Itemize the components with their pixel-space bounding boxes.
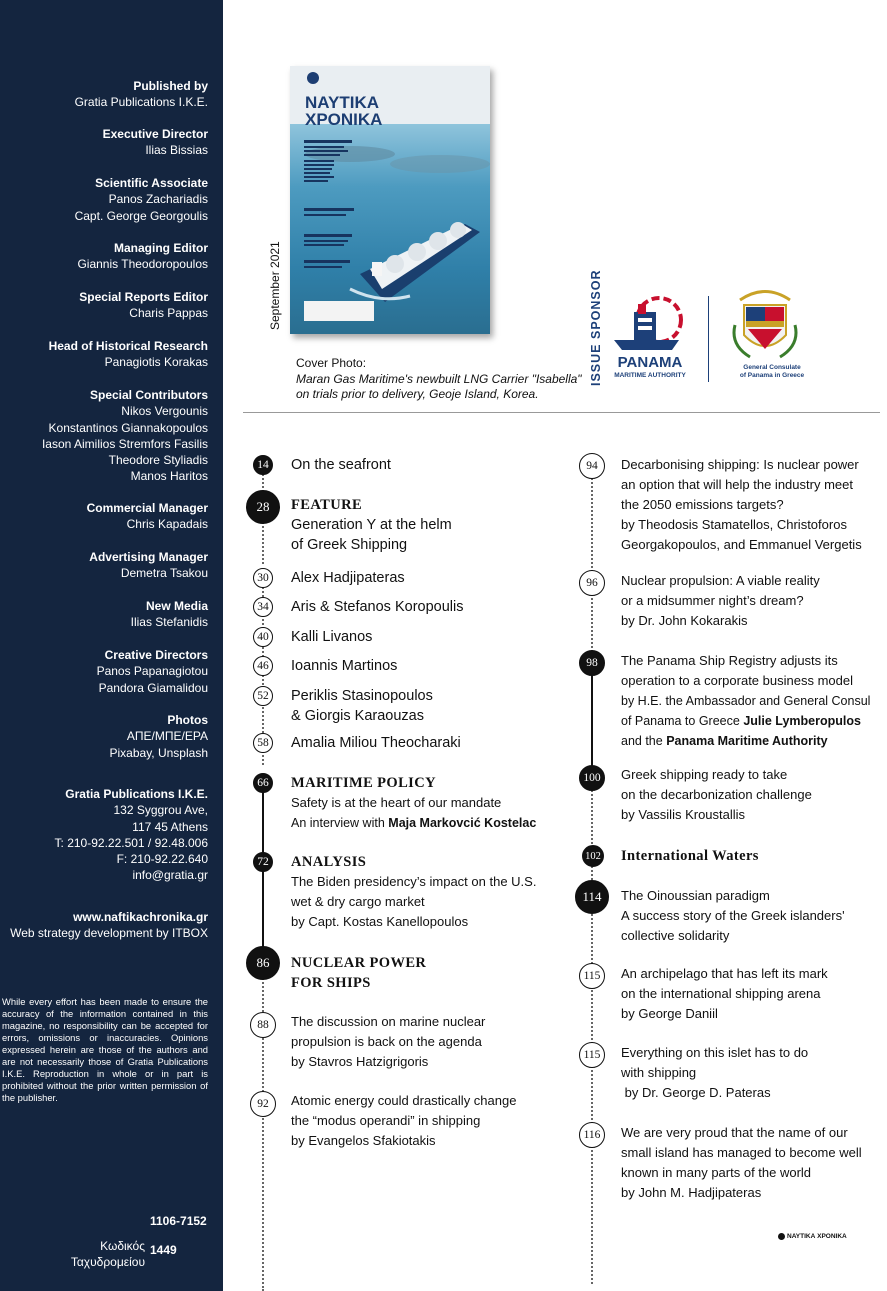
page-number-badge: 30 <box>253 568 273 588</box>
page-number-badge: 52 <box>253 686 273 706</box>
toc-section-heading: ANALYSIS <box>291 854 367 870</box>
email-link[interactable]: info@gratia.gr <box>132 868 208 883</box>
masthead-line: Capt. George Georgoulis <box>74 208 208 223</box>
masthead-line: Panos Papanagiotou <box>96 664 208 679</box>
toc-title: operation to a corporate business model <box>621 673 853 688</box>
toc-section-heading: MARITIME POLICY <box>291 775 436 791</box>
page-number-badge: 96 <box>579 570 605 596</box>
masthead-advertising-manager <box>89 549 208 582</box>
toc-author: Georgakopoulos, <box>621 537 721 552</box>
toc-author: Capt. Kostas Kanellopoulos <box>308 914 469 929</box>
toc-author: Dr. John Kokarakis <box>638 613 748 628</box>
toc-title: & Giorgis Karaouzas <box>291 708 424 724</box>
masthead-title: Advertising Manager <box>89 550 208 564</box>
toc-entry[interactable] <box>291 656 397 676</box>
toc-by: of Panama to Greece <box>621 714 740 728</box>
toc-entry[interactable] <box>291 455 391 475</box>
masthead-scientific-associate <box>75 175 208 224</box>
toc-title: On the seafront <box>291 457 391 473</box>
toc-entry[interactable] <box>291 1091 516 1151</box>
toc-author: George Daniil <box>638 1006 718 1021</box>
toc-author: Emmanuel Vergetis <box>748 537 862 552</box>
toc-section-heading: NUCLEAR POWER <box>291 955 427 971</box>
toc-author: Vassilis Kroustallis <box>638 807 746 822</box>
caption-line: Maran Gas Maritime's newbuilt LNG Carrier "Isabella" <box>296 371 582 386</box>
issn-number: 1106-7152 <box>150 1214 207 1228</box>
masthead-line: Iason Aimilios Stremfors Fasilis <box>41 436 208 451</box>
toc-author: Evangelos Sfakiotakis <box>308 1133 436 1148</box>
toc-title: small island has managed to become well <box>621 1145 862 1160</box>
page-number-badge: 34 <box>253 597 273 617</box>
toc-entry[interactable] <box>621 651 870 751</box>
toc-author: Panama Maritime Authority <box>666 734 828 748</box>
toc-title: propulsion is back on the agenda <box>291 1034 482 1049</box>
page-number-badge: 28 <box>246 490 280 524</box>
masthead-line: F: 210-92.22.640 <box>116 852 208 867</box>
toc-entry[interactable] <box>621 571 820 631</box>
toc-by: by <box>621 1185 635 1200</box>
masthead-managing-editor <box>77 240 208 273</box>
toc-entry[interactable] <box>291 733 461 753</box>
consulate-line: of Panama in Greece <box>739 372 805 379</box>
toc-title: Everything on this islet has to do <box>621 1045 809 1060</box>
toc-entry[interactable] <box>621 886 845 946</box>
toc-title: A success story of the Greek islanders' <box>621 908 845 923</box>
masthead-line: Chris Kapadais <box>126 517 208 532</box>
toc-entry[interactable] <box>291 686 433 726</box>
toc-subtitle: An interview with <box>291 816 385 830</box>
toc-title: the “modus operandi” in shipping <box>291 1113 481 1128</box>
toc-title: An archipelago that has left its mark <box>621 966 828 981</box>
toc-title: wet & dry cargo market <box>291 894 425 909</box>
toc-title: an option that will help the industry meet <box>621 477 853 492</box>
page-number-badge: 58 <box>253 733 273 753</box>
page-number-badge: 66 <box>253 773 273 793</box>
website-link[interactable]: www.naftikachronika.gr <box>73 910 208 924</box>
masthead-title: Special Reports Editor <box>79 290 208 304</box>
toc-by: by <box>291 1133 305 1148</box>
masthead-line: ΑΠΕ/ΜΠΕ/EPA <box>126 729 208 744</box>
toc-title: or a midsummer night’s dream? <box>621 593 804 608</box>
masthead-publisher <box>75 78 208 111</box>
cover-date: September 2021 <box>268 241 282 330</box>
masthead-line: Nikos Vergounis <box>121 404 208 419</box>
toc-by: by <box>291 1054 305 1069</box>
masthead-photos <box>110 712 209 761</box>
postal-code: 1449 <box>150 1243 177 1257</box>
masthead-sidebar <box>0 0 223 1291</box>
masthead-commercial-manager <box>87 500 208 533</box>
masthead-title: Gratia Publications I.K.E. <box>65 787 208 801</box>
masthead-new-media <box>131 598 208 631</box>
toc-by: and <box>723 537 746 552</box>
toc-by: by <box>624 1085 639 1100</box>
masthead-line: Theodore Styliadis <box>108 453 208 468</box>
toc-title: Generation Y at the helm <box>291 517 452 533</box>
toc-entry[interactable] <box>621 765 812 825</box>
toc-title: the 2050 emissions targets? <box>621 497 784 512</box>
postal-label-line: Κωδικός <box>100 1239 145 1253</box>
toc-title: Amalia Miliou Theocharaki <box>291 735 461 751</box>
toc-title: Safety is at the heart of our mandate <box>291 795 502 810</box>
toc-entry[interactable] <box>291 953 426 993</box>
masthead-special-reports-editor <box>79 289 208 322</box>
page-number-badge: 116 <box>579 1122 605 1148</box>
masthead-title: Special Contributors <box>89 388 208 402</box>
toc-entry[interactable] <box>291 773 536 833</box>
postal-label-line: Ταχυδρομείου <box>70 1255 145 1269</box>
masthead-title: Commercial Manager <box>86 501 208 515</box>
postal-label <box>50 1238 145 1270</box>
masthead-line: 117 45 Athens <box>132 819 208 834</box>
footer-logo <box>778 1233 847 1240</box>
masthead-historical-research <box>49 338 208 371</box>
page-number-badge: 40 <box>253 627 273 647</box>
masthead-creative-directors <box>97 647 208 696</box>
panama-name: PANAMA <box>617 354 683 371</box>
masthead-line: Panos Zachariadis <box>108 192 208 207</box>
footer-logo-text: ΝΑΥΤΙΚΑ ΧΡΟΝΙΚΑ <box>787 1233 847 1240</box>
footer-logo-icon <box>778 1233 785 1240</box>
toc-title: The Biden presidency’s impact on the U.S. <box>291 874 537 889</box>
toc-author: Julie Lymberopulos <box>743 714 861 728</box>
masthead-special-contributors <box>42 387 208 485</box>
masthead-title: New Media <box>145 599 208 613</box>
toc-entry[interactable] <box>291 852 536 932</box>
panama-coat-of-arms-icon <box>730 285 800 365</box>
consulate-line: General Consulate <box>743 364 801 371</box>
caption-label: Cover Photo: <box>296 356 367 370</box>
web-credit: Web strategy development by ITBOX <box>10 926 208 941</box>
masthead-line: Panagiotis Korakas <box>104 355 208 370</box>
masthead-title: Scientific Associate <box>95 176 208 190</box>
toc-section-heading: International Waters <box>621 848 759 864</box>
toc-by: by <box>291 914 305 929</box>
masthead-line: Ilias Bissias <box>145 143 208 158</box>
cover-magazine-title: ΝΑΥΤΙΚΑ ΧΡΟΝΙΚΑ <box>305 93 383 129</box>
toc-title: The Panama Ship Registry adjusts its <box>621 653 838 668</box>
masthead-title: Photos <box>167 713 208 727</box>
toc-title: on the international shipping arena <box>621 986 821 1001</box>
toc-title: Kalli Livanos <box>291 629 373 645</box>
toc-title: Alex Hadjipateras <box>291 570 405 586</box>
masthead-line: Manos Haritos <box>130 469 208 484</box>
page-number-badge: 115 <box>579 963 605 989</box>
toc-entry[interactable] <box>291 597 463 617</box>
page-number-badge: 88 <box>250 1012 276 1038</box>
masthead-line: Konstantinos Giannakopoulos <box>48 420 208 435</box>
toc-entry[interactable] <box>291 1012 485 1072</box>
toc-author: Maja Markovcić Kostelac <box>388 816 537 830</box>
toc-title: with shipping <box>621 1065 697 1080</box>
toc-by: by <box>621 807 635 822</box>
masthead-line: Giannis Theodoropoulos <box>77 257 208 272</box>
toc-entry[interactable] <box>621 846 759 866</box>
caption-line: on trials prior to delivery, Geoje Island, Korea. <box>296 387 539 401</box>
toc-entry[interactable] <box>621 964 828 1024</box>
cover-text-lines-icon <box>304 138 364 288</box>
toc-author: John M. Hadjipateras <box>638 1185 762 1200</box>
toc-by: by <box>621 613 635 628</box>
toc-title: Decarbonising shipping: Is nuclear power <box>621 457 859 472</box>
cover-logo-icon <box>307 72 319 84</box>
page-number-badge: 115 <box>579 1042 605 1068</box>
toc-title: Aris & Stefanos Koropoulis <box>291 599 464 615</box>
toc-by: by <box>621 517 635 532</box>
masthead-title: Executive Director <box>102 127 208 141</box>
toc-title: The Oinoussian paradigm <box>621 888 770 903</box>
toc-title: Nuclear propulsion: A viable reality <box>621 573 820 588</box>
toc-author: Theodosis Stamatellos, Christoforos <box>638 517 847 532</box>
toc-title: Greek shipping ready to take <box>621 767 788 782</box>
toc-author: Stavros Hatzigrigoris <box>308 1054 429 1069</box>
masthead-contact <box>55 786 208 884</box>
page-number-badge: 94 <box>579 453 605 479</box>
page-number-badge: 102 <box>582 845 604 867</box>
page-number-badge: 114 <box>575 880 609 914</box>
disclaimer-text: While every effort has been made to ensure the accuracy of the information contained in this magazine, no responsibility can be accepted for errors, omissions or inaccuracies. Opinions expressed herein are those of the authors and are not necessarily those of Gratia Publications I.K.E. Reproduction in whole or in part is prohibited without the prior written permission of the publisher. <box>2 996 208 1103</box>
page-number-badge: 86 <box>246 946 280 980</box>
cover-contents-list <box>304 138 364 291</box>
masthead-title: Creative Directors <box>104 648 208 662</box>
horizontal-divider <box>243 412 880 413</box>
page-number-badge: 100 <box>579 765 605 791</box>
masthead-executive-director <box>103 126 208 159</box>
page-number-badge: 98 <box>579 650 605 676</box>
masthead-line: Gratia Publications I.K.E. <box>74 95 208 110</box>
masthead-line: Demetra Tsakou <box>120 566 208 581</box>
page-number-badge: 72 <box>253 852 273 872</box>
masthead-line: Ilias Stefanidis <box>130 615 208 630</box>
toc-title: The discussion on marine nuclear <box>291 1014 486 1029</box>
toc-section-heading: FEATURE <box>291 497 363 513</box>
masthead-title: Head of Historical Research <box>48 339 208 353</box>
toc-by: by <box>621 1006 635 1021</box>
toc-by: and the <box>621 734 663 748</box>
masthead-line: Charis Pappas <box>129 306 208 321</box>
toc-entry[interactable] <box>621 1123 862 1203</box>
toc-entry[interactable] <box>291 568 405 588</box>
toc-title: collective solidarity <box>621 928 730 943</box>
toc-section-heading: FOR SHIPS <box>291 975 371 991</box>
cover-sponsor-strip <box>304 301 374 321</box>
toc-entry[interactable] <box>291 495 452 555</box>
issue-sponsor-label: ISSUE SPONSOR <box>589 269 603 386</box>
toc-title: of Greek Shipping <box>291 537 408 553</box>
page-number-badge: 46 <box>253 656 273 676</box>
masthead-line: T: 210-92.22.501 / 92.48.006 <box>54 835 208 850</box>
page-number-badge: 92 <box>250 1091 276 1117</box>
toc-title: on the decarbonization challenge <box>621 787 812 802</box>
toc-entry[interactable] <box>621 455 862 555</box>
toc-title: Periklis Stasinopoulos <box>291 688 433 704</box>
toc-title: We are very proud that the name of our <box>621 1125 848 1140</box>
masthead-line: Pandora Giamalidou <box>98 680 208 695</box>
masthead-line: Pixabay, Unsplash <box>109 745 208 760</box>
toc-by: by H.E. the Ambassador and General Consul <box>621 694 871 708</box>
panama-subtitle: MARITIME AUTHORITY <box>614 372 686 379</box>
web-info <box>10 909 208 942</box>
cover-caption <box>296 356 582 403</box>
toc-entry[interactable] <box>291 627 372 647</box>
toc-title: Atomic energy could drastically change <box>291 1093 517 1108</box>
toc-title: Ioannis Martinos <box>291 658 398 674</box>
sponsor-divider <box>708 296 709 382</box>
masthead-title: Managing Editor <box>114 241 208 255</box>
masthead-title: Published by <box>133 79 208 93</box>
toc-author: Dr. George D. Pateras <box>641 1085 771 1100</box>
cover-image <box>290 66 490 334</box>
page-number-badge: 14 <box>253 455 273 475</box>
masthead-line: 132 Syggrou Ave, <box>113 803 208 818</box>
toc-title: known in many parts of the world <box>621 1165 812 1180</box>
toc-entry[interactable] <box>621 1043 808 1103</box>
consulate-name <box>722 364 822 380</box>
